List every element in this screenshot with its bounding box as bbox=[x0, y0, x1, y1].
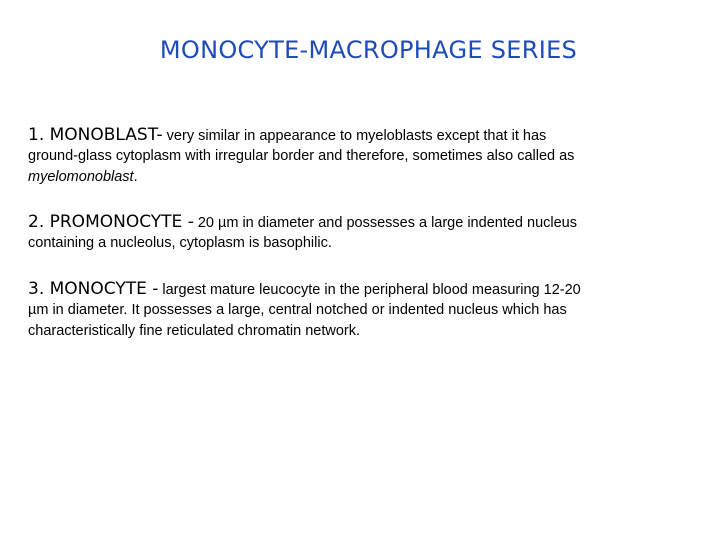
section-promonocyte bbox=[28, 211, 698, 254]
section-head-line bbox=[28, 278, 698, 300]
trailing-period: . bbox=[133, 169, 138, 185]
section-monoblast bbox=[28, 124, 698, 188]
section-continuation-line-1: µm in diameter. It possesses a large, central notched or indented nucleus which has bbox=[28, 302, 567, 318]
section-head-line bbox=[28, 211, 698, 233]
section-first-line bbox=[167, 128, 547, 144]
section-continuation: containing a nucleolus, cytoplasm is basophilic. bbox=[28, 235, 332, 251]
section-continuation: ground-glass cytoplasm with irregular border and therefore, sometimes also called as bbox=[28, 148, 575, 164]
section-monocyte bbox=[28, 278, 698, 342]
section-body bbox=[28, 300, 698, 342]
section-first-line-text: largest mature leucocyte in the peripheral blood measuring 12-20 bbox=[162, 282, 581, 298]
section-first-line-text: very similar in appearance to myeloblasts except that it has bbox=[166, 128, 547, 144]
section-head-line bbox=[28, 124, 698, 146]
section-heading: 2. PROMONOCYTE - bbox=[28, 212, 194, 232]
section-heading: 3. MONOCYTE - bbox=[28, 279, 159, 299]
section-first-line bbox=[198, 215, 577, 231]
section-continuation-line-2: characteristically fine reticulated chromatin network. bbox=[28, 323, 361, 339]
section-body bbox=[28, 233, 698, 254]
italic-term: myelomonoblast bbox=[28, 169, 134, 185]
section-first-line bbox=[162, 282, 580, 298]
section-heading: 1. MONOBLAST- bbox=[28, 125, 163, 145]
section-body bbox=[28, 146, 698, 188]
page-title: MONOCYTE-MACROPHAGE SERIES bbox=[159, 36, 578, 64]
section-first-line-text: 20 µm in diameter and possesses a large indented nucleus bbox=[197, 215, 577, 231]
